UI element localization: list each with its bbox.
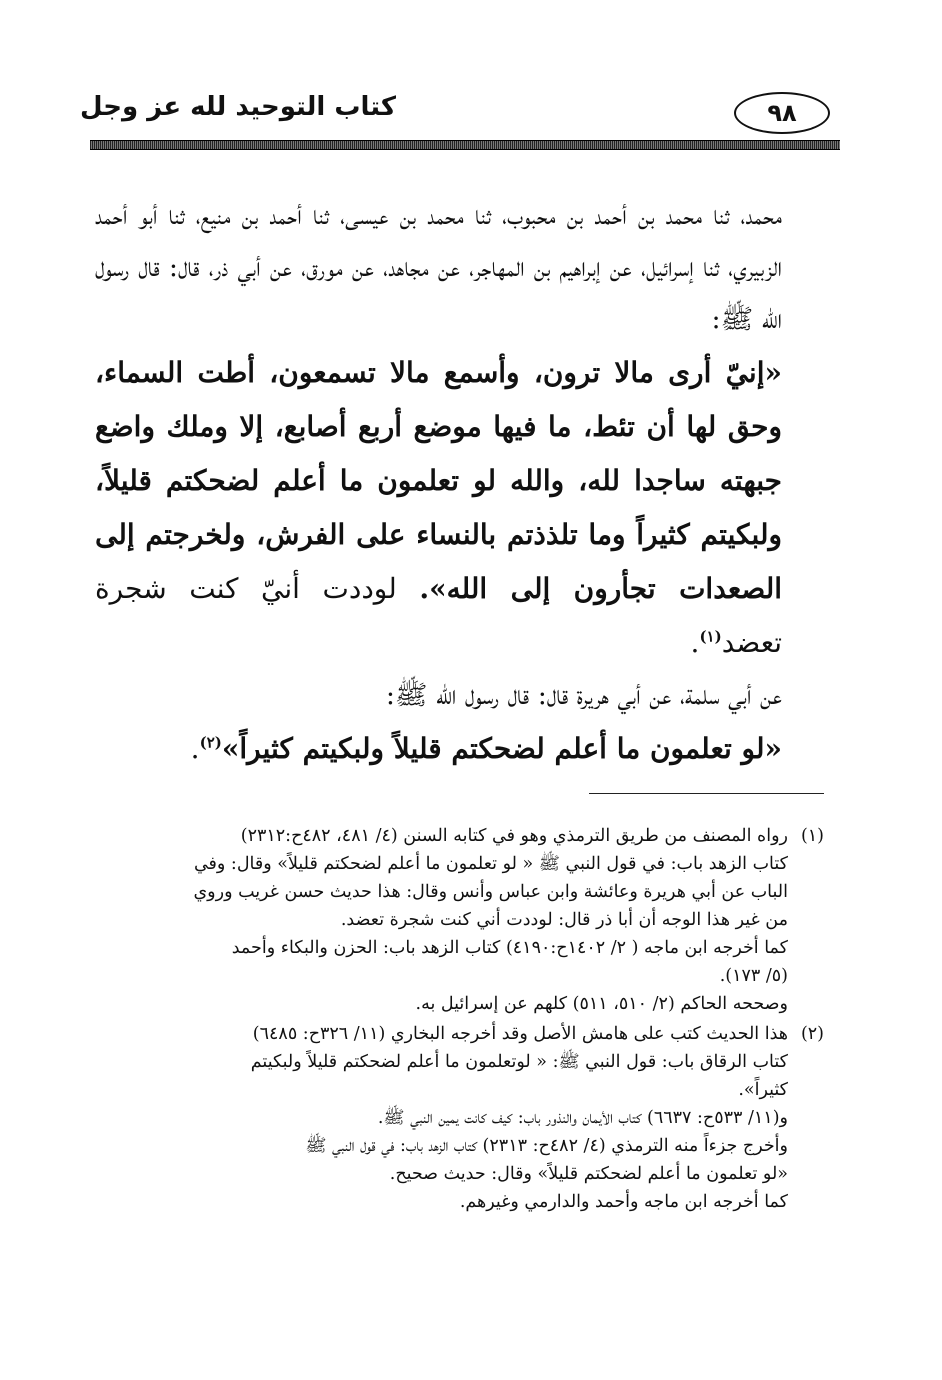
footnote-line: رواه المصنف من طريق الترمذي وهو في كتابه السنن (٤/ ٤٨١، ٤٨٢ح:٢٣١٢)	[240, 826, 788, 846]
footnote-ref-1: (١)	[699, 627, 722, 646]
footnote-line: «لو تعلمون ما أعلم لضحكتم قليلاً» وقال: حديث صحيح.	[389, 1164, 788, 1184]
footnote-line: و(١١/ ٥٣٣ح: ٦٦٣٧) كتاب الأيمان والنذور باب: كيف كانت يمين النبي ﷺ.	[377, 1108, 788, 1128]
page-number	[734, 92, 830, 134]
hadith-2-text: «لو تعلمون ما أعلم لضحكتم قليلاً ولبكيتم كثيراً»	[221, 732, 782, 765]
footnote-line: وصححه الحاكم (٢/ ٥١٠، ٥١١) كلهم عن إسرائيل به.	[415, 994, 788, 1014]
period-1: .	[690, 626, 700, 659]
page-number-text: ٩٨	[767, 99, 797, 127]
hadith-paragraph-2	[95, 722, 782, 776]
footnote-line: كتاب الرقاق باب: قول النبي ﷺ: « لوتعلمون ما أعلم لضحكتم قليلاً ولبكيتم	[250, 1052, 788, 1072]
footnote-separator	[589, 793, 824, 794]
footnote-number: (٢)	[800, 1024, 824, 1044]
isnad-paragraph-1: محمد، ثنا محمد بن أحمد بن محبوب، ثنا محمد بن عيسى، ثنا أحمد بن منيع، ثنا أبو أحمد الزبيري، ثنا إسرائيل، عن إبراهيم بن المهاجر، عن مجاهد، عن مورق، عن أبي ذر، قال: قال رسول الله ﷺ:	[95, 200, 782, 335]
footnote-line: كثيراً».	[738, 1080, 788, 1100]
footnote-ref-2: (٢)	[199, 733, 222, 752]
footnote-line: كما أخرجه ابن ماجه ( ٢/ ١٤٠٢ح:٤١٩٠) كتاب الزهد باب: الحزن والبكاء وأحمد	[231, 938, 788, 958]
footnote-line: كما أخرجه ابن ماجه وأحمد والدارمي وغيرهم.	[459, 1192, 788, 1212]
footnote-line: من غير هذا الوجه أن أبا ذر قال: لوددت أني كنت شجرة تعضد.	[340, 910, 788, 930]
period-2: .	[190, 732, 200, 765]
footnote-line: (٥/ ١٧٣).	[719, 966, 788, 986]
footnote-line: هذا الحديث كتب على هامش الأصل وقد أخرجه البخاري (١١/ ٣٢٦ح: ٦٤٨٥)	[252, 1024, 788, 1044]
footnote-number: (١)	[800, 826, 824, 846]
footnotes	[88, 822, 824, 1218]
footnote-line: كتاب الزهد باب: في قول النبي ﷺ « لو تعلمون ما أعلم لضحكتم قليلاً» وقال: وفي	[193, 854, 788, 874]
hadith-paragraph-1	[95, 346, 782, 670]
footnote-2	[88, 1020, 824, 1216]
running-title: كتاب التوحيد لله عز وجل	[80, 92, 396, 122]
hadith-1-tail: لوددت أنيّ كنت شجرة تعضد	[95, 572, 782, 659]
isnad-paragraph-2: عن أبي سلمة، عن أبي هريرة قال: قال رسول الله ﷺ:	[385, 680, 782, 711]
footnote-line: وأخرج جزءاً منه الترمذي (٤/ ٤٨٢ح: ٢٣١٣) كتاب الزهد باب: في قول النبي ﷺ	[305, 1136, 788, 1156]
footnote-line: الباب عن أبي هريرة وعائشة وابن عباس وأنس وقال: هذا حديث حسن غريب وروي	[193, 882, 788, 902]
main-text	[95, 190, 782, 776]
hadith-1-text: «إنيّ أرى مالا ترون، وأسمع مالا تسمعون، أطت السماء، وحق لها أن تئط، ما فيها موضع أربع أصابع، إلا وملك واضع جبهته ساجدا لله، والله لو تعلمون ما أعلم لضحكتم قليلاً، ولبكيتم كثيراً وما تلذذتم بالنساء على الفرش، ولخرجتم إلى الصعدات تجأرون إلى الله».	[95, 356, 782, 605]
header-rule	[90, 140, 840, 150]
footnote-1	[88, 822, 824, 1018]
